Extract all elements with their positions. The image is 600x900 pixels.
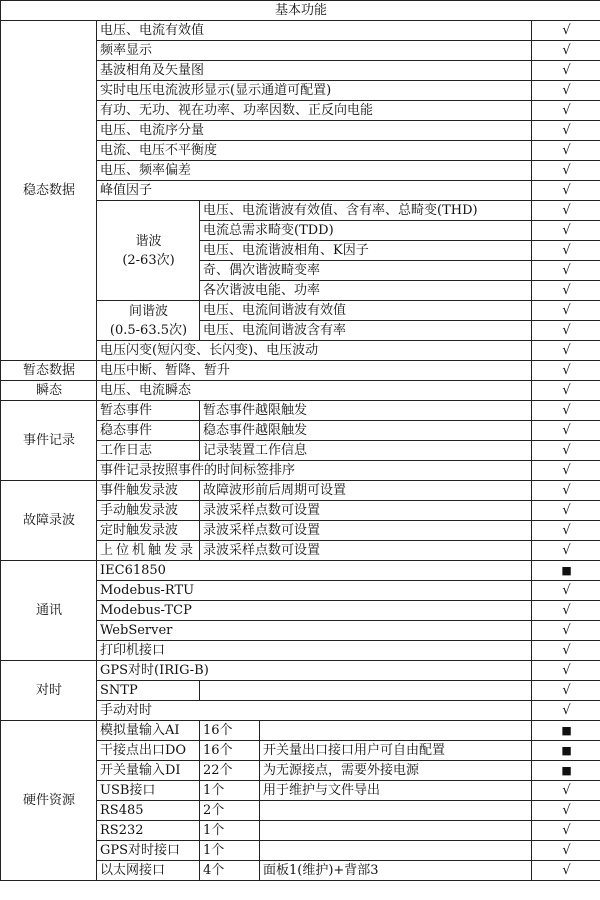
feature-item: 电流总需求畸变(TDD) — [200, 221, 532, 241]
check-mark: √ — [532, 281, 600, 301]
table-row — [1, 401, 600, 421]
hw-qty: 1个 — [200, 841, 260, 861]
hw-note: 开关量出口接口用户可自由配置 — [260, 741, 532, 761]
feature-item: 基波相角及矢量图 — [97, 61, 532, 81]
hw-note: 用于维护与文件导出 — [260, 781, 532, 801]
feature-item: 奇、偶次谐波畸变率 — [200, 261, 532, 281]
feature-item: 电压闪变(短闪变、长闪变)、电压波动 — [97, 341, 532, 361]
check-mark: √ — [532, 861, 600, 881]
hw-name: 干接点出口DO — [97, 741, 200, 761]
category-hardware: 硬件资源 — [1, 721, 97, 881]
trigger-name: 手动触发录波 — [97, 501, 200, 521]
hw-qty: 2个 — [200, 801, 260, 821]
feature-item: 频率显示 — [97, 41, 532, 61]
check-mark: √ — [532, 801, 600, 821]
square-mark: ■ — [532, 741, 600, 761]
hw-note: 为无源接点，需要外接电源 — [260, 761, 532, 781]
event-name: 稳态事件 — [97, 421, 200, 441]
event-desc: 记录装置工作信息 — [200, 441, 532, 461]
table-row — [1, 561, 600, 581]
square-mark: ■ — [532, 761, 600, 781]
event-desc: 暂态事件越限触发 — [200, 401, 532, 421]
category-time-sync: 对时 — [1, 661, 97, 721]
feature-item: 电压、电流间谐波有效值 — [200, 301, 532, 321]
protocol-item: IEC61850 — [97, 561, 532, 581]
feature-item: 电压、电流间谐波含有率 — [200, 321, 532, 341]
square-mark: ■ — [532, 561, 600, 581]
event-desc: 稳态事件越限触发 — [200, 421, 532, 441]
check-mark: √ — [532, 161, 600, 181]
trigger-name: 定时触发录波 — [97, 521, 200, 541]
hw-note: 面板1(维护)+背部3 — [260, 861, 532, 881]
timing-item: 手动对时 — [97, 701, 532, 721]
hw-name: 以太网接口 — [97, 861, 200, 881]
check-mark: √ — [532, 201, 600, 221]
category-steady-data: 稳态数据 — [1, 21, 97, 361]
check-mark: √ — [532, 701, 600, 721]
check-mark: √ — [532, 261, 600, 281]
table-title: 基本功能 — [1, 1, 600, 21]
check-mark: √ — [532, 441, 600, 461]
timing-item: SNTP — [97, 681, 200, 701]
trigger-desc: 录波采样点数可设置 — [200, 541, 532, 561]
category-event-records: 事件记录 — [1, 401, 97, 481]
check-mark: √ — [532, 581, 600, 601]
check-mark: √ — [532, 621, 600, 641]
check-mark: √ — [532, 41, 600, 61]
trigger-desc: 录波采样点数可设置 — [200, 521, 532, 541]
feature-item: 电压、频率偏差 — [97, 161, 532, 181]
table-row — [1, 661, 600, 681]
table-row — [1, 361, 600, 381]
check-mark: √ — [532, 241, 600, 261]
interharmonic-group-label — [97, 301, 200, 341]
check-mark: √ — [532, 81, 600, 101]
check-mark: √ — [532, 221, 600, 241]
check-mark: √ — [532, 401, 600, 421]
check-mark: √ — [532, 181, 600, 201]
check-mark: √ — [532, 361, 600, 381]
check-mark: √ — [532, 521, 600, 541]
interharmonic-label: 间谐波 — [128, 303, 168, 319]
feature-item: 电压、电流瞬态 — [97, 381, 532, 401]
hw-qty: 16个 — [200, 741, 260, 761]
hw-qty: 1个 — [200, 781, 260, 801]
hw-note — [260, 821, 532, 841]
feature-item: 电压、电流有效值 — [97, 21, 532, 41]
protocol-item: Modebus-TCP — [97, 601, 532, 621]
category-transient-data: 暂态数据 — [1, 361, 97, 381]
square-mark: ■ — [532, 721, 600, 741]
trigger-desc: 故障波形前后周期可设置 — [200, 481, 532, 501]
check-mark: √ — [532, 101, 600, 121]
check-mark: √ — [532, 641, 600, 661]
hw-qty: 1个 — [200, 821, 260, 841]
hw-note — [260, 801, 532, 821]
hw-note — [260, 841, 532, 861]
check-mark: √ — [532, 661, 600, 681]
check-mark: √ — [532, 681, 600, 701]
hw-qty: 4个 — [200, 861, 260, 881]
hw-name: 开关量输入DI — [97, 761, 200, 781]
check-mark: √ — [532, 381, 600, 401]
feature-item: 电压、电流序分量 — [97, 121, 532, 141]
hw-name: GPS对时接口 — [97, 841, 200, 861]
hw-qty: 22个 — [200, 761, 260, 781]
feature-item: 有功、无功、视在功率、功率因数、正反向电能 — [97, 101, 532, 121]
feature-item: 电压、电流谐波有效值、含有率、总畸变(THD) — [200, 201, 532, 221]
harmonic-group-label — [97, 201, 200, 301]
table-row — [1, 21, 600, 41]
check-mark: √ — [532, 141, 600, 161]
feature-item: 电流、电压不平衡度 — [97, 141, 532, 161]
check-mark: √ — [532, 21, 600, 41]
trigger-name: 上位机触发录 — [97, 541, 200, 561]
check-mark: √ — [532, 481, 600, 501]
table-header-row — [1, 1, 600, 21]
check-mark: √ — [532, 121, 600, 141]
hw-qty: 16个 — [200, 721, 260, 741]
empty-cell — [200, 681, 532, 701]
category-fault-recording: 故障录波 — [1, 481, 97, 561]
protocol-item: 打印机接口 — [97, 641, 532, 661]
check-mark: √ — [532, 821, 600, 841]
table-row — [1, 381, 600, 401]
event-name: 暂态事件 — [97, 401, 200, 421]
trigger-desc: 录波采样点数可设置 — [200, 501, 532, 521]
check-mark: √ — [532, 841, 600, 861]
category-communication: 通讯 — [1, 561, 97, 661]
feature-item: 实时电压电流波形显示(显示通道可配置) — [97, 81, 532, 101]
check-mark: √ — [532, 781, 600, 801]
check-mark: √ — [532, 301, 600, 321]
event-name: 工作日志 — [97, 441, 200, 461]
harmonic-label: 谐波 — [135, 233, 162, 249]
category-instant: 瞬态 — [1, 381, 97, 401]
protocol-item: WebServer — [97, 621, 532, 641]
hw-name: RS232 — [97, 821, 200, 841]
feature-item: 事件记录按照事件的时间标签排序 — [97, 461, 532, 481]
table-row — [1, 721, 600, 741]
feature-item: 电压中断、暂降、暂升 — [97, 361, 532, 381]
trigger-name: 事件触发录波 — [97, 481, 200, 501]
check-mark: √ — [532, 541, 600, 561]
hw-note — [260, 721, 532, 741]
harmonic-range: (2-63次) — [122, 252, 175, 268]
feature-item: 各次谐波电能、功率 — [200, 281, 532, 301]
check-mark: √ — [532, 61, 600, 81]
timing-item: GPS对时(IRIG-B) — [97, 661, 532, 681]
feature-item: 电压、电流谐波相角、K因子 — [200, 241, 532, 261]
check-mark: √ — [532, 341, 600, 361]
check-mark: √ — [532, 501, 600, 521]
table-row — [1, 481, 600, 501]
protocol-item: Modebus-RTU — [97, 581, 532, 601]
check-mark: √ — [532, 461, 600, 481]
hw-name: 模拟量输入AI — [97, 721, 200, 741]
check-mark: √ — [532, 421, 600, 441]
check-mark: √ — [532, 321, 600, 341]
feature-item: 峰值因子 — [97, 181, 532, 201]
check-mark: √ — [532, 601, 600, 621]
interharmonic-range: (0.5-63.5次) — [109, 322, 188, 338]
hw-name: USB接口 — [97, 781, 200, 801]
hw-name: RS485 — [97, 801, 200, 821]
